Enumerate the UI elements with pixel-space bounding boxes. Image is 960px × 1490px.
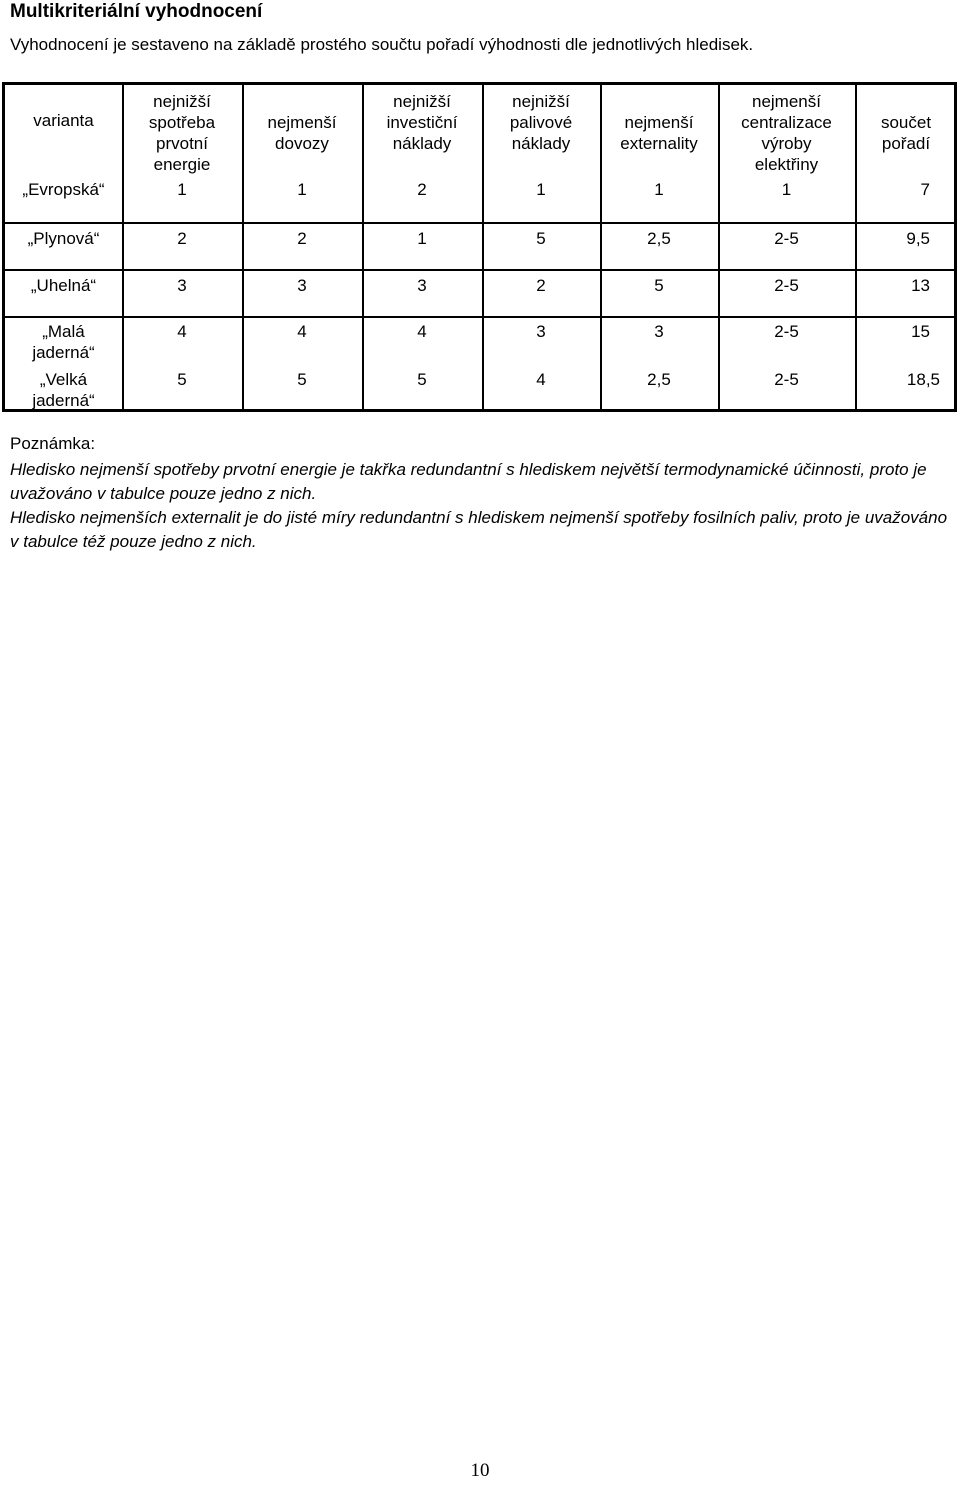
header-varianta: varianta (33, 110, 94, 130)
table-cell: 3 (417, 276, 427, 295)
table-cell: 2-5 (774, 370, 799, 389)
table-cell: 4 (536, 370, 546, 389)
table-cell: 4 (297, 322, 307, 341)
row-label-velka-jaderna: „Velká jaderná“ (32, 370, 95, 410)
table-cell: 1 (781, 180, 792, 199)
note-paragraph: Hledisko nejmenších externalit je do jisté míry redundantní s hlediskem nejmenší spotřeby fosilních paliv, proto je uvažováno v tabulce též pouze jedno z nich. (10, 508, 948, 551)
table-cell: 5 (654, 276, 664, 295)
table-cell: 3 (177, 276, 187, 295)
table-cell: 4 (177, 322, 187, 341)
table-cell: 2 (417, 180, 427, 199)
row-label-uhelna: „Uhelná“ (30, 276, 97, 295)
header-centralization: nejmenší centralizace výroby elektřiny (741, 92, 832, 174)
table-cell: 3 (536, 322, 546, 341)
table-cell: 15 (911, 322, 930, 341)
intro-text: Vyhodnocení je sestaveno na základě prostého součtu pořadí výhodnosti dle jednotlivých hledisek. (10, 35, 754, 54)
table-cell: 4 (417, 322, 427, 341)
table-cell: 5 (177, 370, 187, 389)
page-number: 10 (470, 1460, 490, 1481)
evaluation-table (2, 82, 957, 412)
table-cell: 2-5 (774, 276, 799, 295)
table-cell: 2,5 (647, 370, 671, 389)
table-cell: 2 (536, 276, 546, 295)
table-cell: 2,5 (647, 229, 671, 248)
table-cell: 1 (536, 180, 546, 199)
table-cell: 1 (177, 180, 187, 199)
table-cell: 1 (654, 180, 664, 199)
header-externalities: nejmenší externality (620, 113, 698, 153)
table-cell: 2-5 (774, 322, 799, 341)
table-cell: 7 (920, 180, 930, 199)
header-fuel-costs: nejnižší palivové náklady (509, 92, 573, 153)
row-label-evropska: „Evropská“ (22, 180, 105, 199)
table-cell: 2 (297, 229, 307, 248)
table-cell: 5 (417, 370, 427, 389)
table-cell: 13 (911, 276, 930, 295)
header-energy-consumption: nejnižší spotřeba prvotní energie (148, 92, 216, 174)
row-divider (5, 222, 954, 224)
table-cell: 5 (297, 370, 307, 389)
table-cell: 2-5 (774, 229, 799, 248)
page-title: Multikriteriální vyhodnocení (10, 1, 263, 22)
header-rank-sum: součet pořadí (880, 113, 932, 153)
table-cell: 5 (536, 229, 546, 248)
header-investment-costs: nejnižší investiční náklady (386, 92, 458, 153)
table-cell: 3 (654, 322, 664, 341)
note-heading: Poznámka: (10, 434, 96, 453)
row-divider (5, 269, 954, 271)
table-cell: 2 (177, 229, 187, 248)
table-cell: 1 (417, 229, 427, 248)
row-label-mala-jaderna: „Malá jaderná“ (32, 322, 95, 362)
table-cell: 18,5 (906, 370, 940, 389)
table-cell: 1 (297, 180, 307, 199)
row-label-plynova: „Plynová“ (27, 229, 100, 248)
table-cell: 3 (297, 276, 307, 295)
note-paragraph: Hledisko nejmenší spotřeby prvotní energie je takřka redundantní s hlediskem největší termodynamické účinnosti, proto je uvažováno v tabulce pouze jedno z nich. (10, 460, 927, 503)
table-cell: 9,5 (906, 229, 930, 248)
row-divider (5, 316, 954, 318)
header-imports: nejmenší dovozy (267, 113, 337, 153)
